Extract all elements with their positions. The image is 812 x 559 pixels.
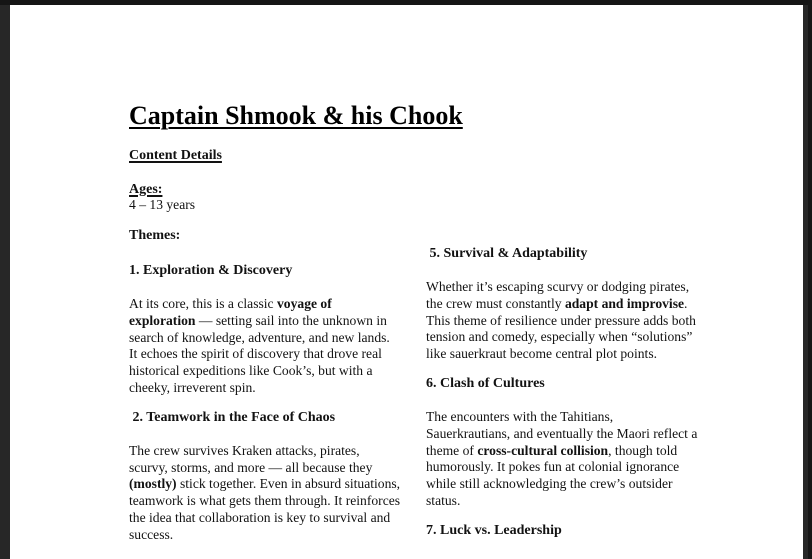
- column-right: [426, 245, 698, 556]
- theme-section-teamwork: [129, 409, 401, 544]
- page-title: Captain Shmook & his Chook: [129, 101, 463, 130]
- text-run: . This theme of resilience under pressure adds both tension and comedy, especially when “solutions” like sauerkraut become central plot points.: [426, 295, 696, 362]
- themes-label: Themes:: [129, 228, 181, 243]
- viewer-top-edge: [0, 0, 812, 5]
- text-run: The crew survives Kraken attacks, pirates, scurvy, storms, and more — all because they: [129, 442, 373, 475]
- theme-paragraph: [129, 296, 401, 397]
- theme-section-survival: [426, 245, 698, 363]
- theme-paragraph: [129, 443, 401, 544]
- text-run: , though told humorously. It pokes fun at colonial ignorance while still acknowledging the crew’s outsider status.: [426, 442, 680, 508]
- text-run: The encounters with the Tahitians, Sauerkrautians, and eventually the Maori reflect a theme of: [426, 408, 698, 458]
- theme-paragraph: [426, 279, 698, 363]
- theme-heading: 6. Clash of Cultures: [426, 375, 545, 391]
- bold-text-run: adapt and improvise: [564, 295, 685, 311]
- viewer-right-edge: [808, 0, 812, 559]
- bold-text-run: cross-cultural collision: [477, 442, 609, 458]
- text-run: stick together. Even in absurd situations, teamwork is what gets them through. It reinforces the idea that collaboration is key to survival and success.: [129, 476, 401, 542]
- column-left: [129, 227, 401, 556]
- theme-paragraph: [426, 409, 698, 510]
- theme-heading: 5. Survival & Adaptability: [426, 246, 588, 261]
- document-page: [10, 5, 803, 559]
- content-details-heading: Content Details: [129, 148, 222, 163]
- bold-text-run: (mostly): [129, 476, 177, 492]
- theme-section-luck: [426, 522, 698, 539]
- bold-text-run: voyage of exploration: [129, 296, 332, 328]
- theme-heading: 7. Luck vs. Leadership: [426, 522, 562, 538]
- text-run: At its core, this is a classic: [129, 296, 277, 311]
- text-run: — setting sail into the unknown in search of knowledge, adventure, and new lands. It echoes the spirit of discovery that drove real historical expeditions like Cook’s, but with a cheeky, irreverent spin.: [129, 312, 390, 395]
- ages-label: Ages:: [129, 182, 163, 197]
- ages-value: 4 – 13 years: [129, 197, 196, 212]
- text-run: Whether it’s escaping scurvy or dodging pirates, the crew must constantly: [426, 279, 690, 311]
- theme-section-exploration: [129, 262, 401, 397]
- theme-heading: 2. Teamwork in the Face of Chaos: [129, 409, 336, 425]
- theme-section-cultures: [426, 375, 698, 510]
- document-header: [129, 101, 463, 213]
- theme-heading: 1. Exploration & Discovery: [129, 263, 293, 278]
